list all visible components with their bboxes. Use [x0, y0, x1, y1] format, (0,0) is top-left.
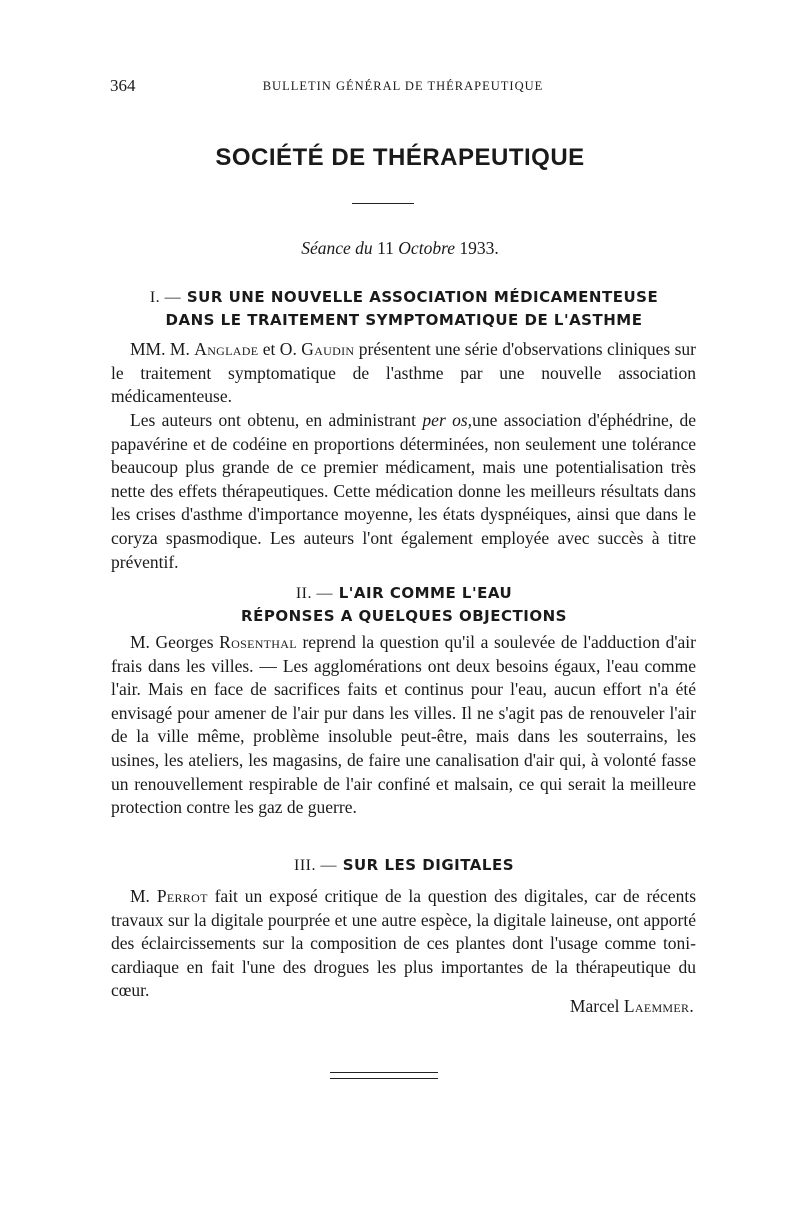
session-prefix: Séance du	[301, 238, 373, 258]
section-1-number: I. —	[149, 289, 182, 306]
p1-start: MM. M.	[130, 339, 190, 359]
section-3-heading-line1	[108, 854, 700, 877]
page-title: SOCIÉTÉ DE THÉRAPEUTIQUE	[215, 144, 585, 171]
author-perrot: Perrot	[156, 886, 208, 906]
session-date	[0, 238, 800, 259]
section-1-heading	[108, 286, 700, 331]
author-rosenthal: Rosenthal	[219, 632, 297, 652]
signature-first-name: Marcel	[569, 996, 620, 1016]
running-title: BULLETIN GÉNÉRAL DE THÉRAPEUTIQUE	[262, 79, 544, 93]
section-1-heading-line1	[108, 286, 700, 309]
section-1-paragraph-2	[111, 409, 696, 574]
section-1-paragraph-1	[111, 338, 696, 409]
p-start: M. Georges	[130, 632, 214, 652]
p1-end: présentent une série d'observations cliniques sur le traitement symptomatique de l'asthme par une nouvelle association médicamenteuse.	[111, 339, 697, 407]
p-end: fait un exposé critique de la question des digitales, car de récents travaux sur la digitale pourprée et une autre espèce, la digitale laineuse, ont apporté des éclaircissements sur la composition de ces plantes dont l'usage comme toni-cardiaque en fait l'une des drogues les plus importantes de la thérapeutique du cœur.	[111, 886, 697, 1001]
page-number: 364	[110, 76, 136, 95]
section-2-heading-text: L'AIR COMME L'EAU	[338, 584, 513, 602]
section-3-paragraph	[111, 885, 696, 1003]
end-rule	[330, 1072, 438, 1079]
section-2-paragraph	[111, 631, 696, 820]
session-day: 11	[377, 238, 394, 258]
p2-end: une association d'éphédrine, de papavérine et de codéine en proportions déterminées, non seulement une tolérance beaucoup plus grande de ce premier médicament, mais une potentialisation très nette des effets thérapeutiques. Cette médication donne les meilleurs résultats dans les crises d'asthme d'importance moyenne, les états dyspnéiques, ainsi que dans le coryza spasmodique. Les auteurs l'ont également employée avec succès à titre préventif.	[111, 410, 696, 572]
per-os: per os,	[422, 410, 473, 430]
section-3-heading-text: SUR LES DIGITALES	[342, 856, 514, 874]
session-year: 1933.	[459, 238, 499, 258]
section-3-heading	[108, 854, 700, 877]
p-start: M.	[130, 886, 150, 906]
section-2-heading	[108, 582, 700, 627]
author-anglade: Anglade	[194, 339, 259, 359]
session-month: Octobre	[398, 238, 455, 258]
p1-mid: et O.	[262, 339, 297, 359]
signature	[400, 996, 694, 1017]
section-2-heading-line2: RÉPONSES A QUELQUES OBJECTIONS	[241, 607, 567, 625]
title-rule	[352, 203, 414, 204]
p-end: reprend la question qu'il a soulevée de l'adduction d'air frais dans les villes. — Les agglomérations ont deux besoins égaux, l'eau comme l'air. Mais en face de sacrifices faits et continus pour l'eau, aucun effort n'a été envisagé pour amener de l'air pur dans les villes. Il ne s'agit pas de renouveler l'air de la ville même, problème insoluble peut-être, mais dans les souterrains, les usines, les ateliers, les magasins, de faire une canalisation d'air qui, à volonté fasse un renouvellement respirable de l'air confiné et malsain, ce qui serait la meilleure protection contre les gaz de guerre.	[111, 632, 696, 818]
section-1-heading-text: SUR UNE NOUVELLE ASSOCIATION MÉDICAMENTEUSE	[186, 288, 659, 306]
p2-start: Les auteurs ont obtenu, en administrant	[130, 410, 417, 430]
signature-last-name: Laemmer.	[623, 996, 694, 1016]
section-1-heading-line2: DANS LE TRAITEMENT SYMPTOMATIQUE DE L'ASTHME	[165, 311, 643, 329]
section-2-number: II. —	[295, 585, 333, 602]
author-gaudin: Gaudin	[301, 339, 355, 359]
section-2-heading-line1	[108, 582, 700, 605]
running-header	[110, 76, 696, 100]
section-3-number: III. —	[293, 857, 337, 874]
